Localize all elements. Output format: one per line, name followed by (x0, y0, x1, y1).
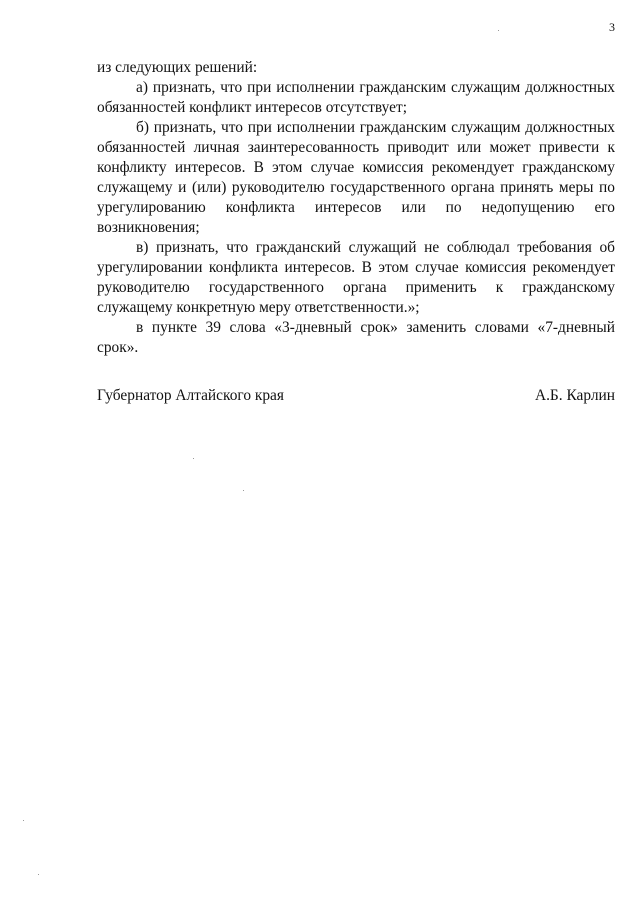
scan-speck (23, 820, 24, 821)
scan-speck (498, 30, 499, 31)
scan-speck (243, 490, 244, 491)
page-number: 3 (609, 20, 615, 34)
signatory-name: А.Б. Карлин (534, 387, 615, 404)
paragraph-item-b: б) признать, что при исполнении гражданским служащим должностных обязанностей личная заинтересованность приводит или может привести к конфликту интересов. В этом случае комиссия рекомендует гражданскому служащему и (или) руководителю государственного органа принять меры по урегулированию конфликта интересов или по недопущению его возникновения; (97, 119, 615, 236)
paragraph-item-a: а) признать, что при исполнении гражданским служащим должностных обязанностей конфликт интересов отсутствует; (97, 79, 615, 116)
signatory-position: Губернатор Алтайского края (97, 387, 284, 404)
scan-speck (38, 874, 39, 875)
paragraph-item-c: в) признать, что гражданский служащий не соблюдал требования об урегулировании конфликта интересов. В этом случае комиссия рекомендует руководителю государственного органа применить к гражданскому служащему конкретную меру ответственности.»; (97, 239, 615, 316)
scan-speck (193, 458, 194, 459)
paragraph-point-39: в пункте 39 слова «3-дневный срок» заменить словами «7-дневный срок». (97, 319, 615, 356)
document-body (97, 58, 615, 358)
paragraph-intro: из следующих решений: (97, 59, 258, 76)
signature-block (97, 387, 615, 405)
